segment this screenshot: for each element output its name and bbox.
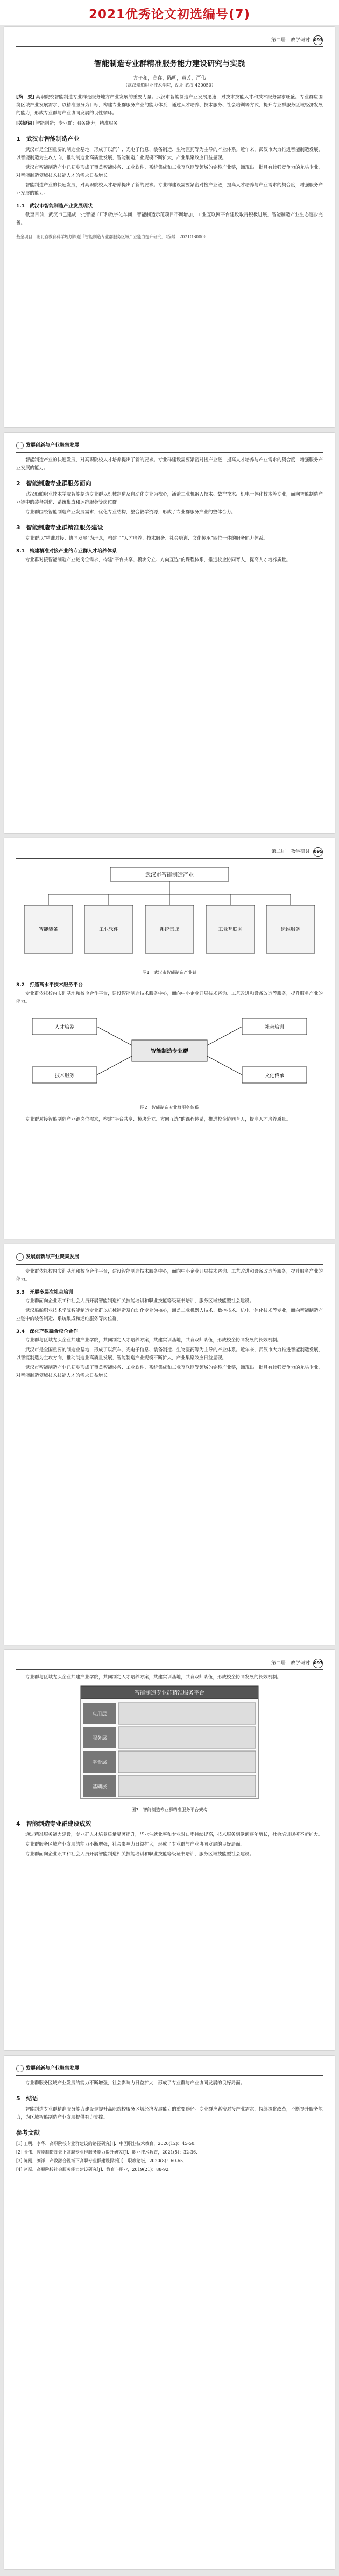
reference-item: [1] 王明，李华．高职院校专业群建设的路径研究[J]．中国职业技术教育，2020(12)：45-50． — [16, 2141, 199, 2146]
reference-item: [2] 张伟．智能制造背景下高职专业群服务能力提升研究[J]．职业技术教育，2021(5)：32-36． — [16, 2150, 201, 2155]
keywords-text: 智能制造；专业群；服务能力；精准服务 — [35, 121, 118, 126]
banner — [0, 0, 339, 25]
page-5 — [4, 1650, 335, 2050]
page-header — [16, 32, 323, 47]
abstract-text: 高职院校智能制造专业群是服务地方产业发展的重要力量。武汉市智能制造产业发展迅速，对技术技能人才和技术服务需求旺盛。专业群应围绕区域产业发展需求，以精准服务为目标，构建专业群服务产业的能力体系，通过人才培养、技术服务、社会培训等方式，提升专业群服务区域经济发展的能力，形成专业群与产业协同发展的良性循环。 — [16, 95, 323, 116]
banner-title: 2021优秀论文初选编号(7) — [88, 8, 251, 21]
section-heading: 5 结语 — [16, 2095, 38, 2102]
page-number: 095 — [313, 847, 323, 857]
paragraph: 武汉市智能制造产业已初步形成了覆盖智能装备、工业软件、系统集成和工业互联网等领域的完整产业链，涌现出一批具有较强竞争力的龙头企业，对智能制造领域技术技能人才的需求日益增长。 — [16, 165, 323, 178]
paragraph: 专业群服务区域产业发展的能力不断增强，社会影响力日益扩大，形成了专业群与产业协同发展的良好局面。 — [25, 1842, 245, 1847]
page-header — [16, 1655, 323, 1670]
header-column: 发展创新与产业聚集发展 — [26, 2066, 80, 2071]
section-heading: 3 智能制造专业群精准服务建设 — [16, 524, 103, 531]
paragraph: 专业群面向企业职工和社会人员开展智能制造相关技能培训和职业技能等级证书培训，服务区域技能型社会建设。 — [25, 1298, 255, 1304]
header-journal: 第二届 教学研讨 — [271, 1661, 310, 1666]
fig2-node: 人才培养 — [54, 1025, 75, 1030]
fig1-node: 系统集成 — [159, 927, 180, 932]
footnote: 基金项目：湖北省教育科学规划课题「智能制造专业群服务区域产业能力提升研究」（编号：2021GB000） — [16, 232, 323, 240]
fig3-title: 智能制造专业群精准服务平台 — [135, 1690, 204, 1696]
subsection-heading: 3.2 打造高水平技术服务平台 — [16, 982, 83, 988]
abstract-label: [摘 要] — [16, 95, 34, 100]
fig3-layer-label: 应用层 — [92, 1712, 107, 1717]
journal-logo-icon — [16, 1253, 24, 1261]
header-column: 发展创新与产业聚集发展 — [26, 443, 80, 448]
references-heading: 参考文献 — [16, 2129, 40, 2136]
paragraph: 武汉市是全国重要的制造业基地，形成了以汽车、光电子信息、装备制造、生物医药等为主导的产业体系。近年来，武汉市大力推进智能制造发展，以智能制造为主攻方向，推动制造业高质量发展，智能制造产业规模不断扩大，产业集聚效应日益显现。 — [16, 1347, 323, 1361]
keywords-label: [关键词] — [16, 121, 34, 126]
paragraph: 通过精准服务能力建设，专业群人才培养质量显著提升，毕业生就业率和专业对口率持续提高，技术服务到款额逐年增长，社会培训规模不断扩大。 — [25, 1832, 323, 1838]
figure-caption: 图2 智能制造专业群服务体系 — [140, 1105, 199, 1110]
fig3-layer-label: 平台层 — [92, 1760, 107, 1766]
paragraph: 专业群面向企业职工和社会人员开展智能制造相关技能培训和职业技能等级证书培训，服务区域技能型社会建设。 — [25, 1852, 255, 1857]
page-3 — [4, 838, 335, 1239]
figure-2-diagram — [16, 1008, 323, 1099]
page-2 — [4, 433, 335, 833]
figure-caption: 图1 武汉市智能制造产业链 — [142, 970, 197, 975]
fig1-node: 运维服务 — [280, 927, 301, 932]
page-header — [16, 2061, 323, 2076]
fig1-branches — [24, 894, 315, 953]
figure-3-diagram — [16, 1683, 323, 1802]
fig1-root-label: 武汉市智能制造产业 — [145, 872, 194, 878]
paragraph: 武汉船舶职业技术学院智能制造专业群以机械制造及自动化专业为核心，涵盖工业机器人技术、数控技术、机电一体化技术等专业，面向智能制造产业链中的装备制造、系统集成和运维服务等岗位群。 — [16, 1308, 323, 1322]
figure-caption: 图3 智能制造专业群精准服务平台架构 — [131, 1807, 208, 1812]
page-header — [16, 1250, 323, 1265]
journal-logo-icon — [16, 442, 24, 449]
page-number: 097 — [313, 1659, 323, 1668]
paragraph: 专业群依托校内实训基地和校企合作平台，建设智能制造技术服务中心，面向中小企业开展技术咨询、工艺改进和设备改造等服务，提升服务产业的能力。 — [16, 1269, 323, 1282]
article-title: 智能制造专业群精准服务能力建设研究与实践 — [94, 60, 245, 68]
page-header — [16, 844, 323, 859]
subsection-heading: 3.4 深化产教融合校企合作 — [16, 1329, 78, 1334]
paragraph: 专业群与区域龙头企业共建产业学院，共同制定人才培养方案，共建实训基地，共育双师队伍，形成校企协同发展的长效机制。 — [25, 1338, 282, 1343]
subsection-heading: 3.1 构建精准对接产业的专业群人才培养体系 — [16, 549, 117, 554]
fig3-layer-label: 服务层 — [92, 1736, 107, 1741]
article-affiliation: （武汉船舶职业技术学院，湖北 武汉 430050） — [123, 83, 216, 88]
paragraph: 专业群与区域龙头企业共建产业学院，共同制定人才培养方案，共建实训基地，共育双师队伍，形成校企协同发展的长效机制。 — [25, 1675, 282, 1680]
paragraph: 智能制造产业的快速发展，对高职院校人才培养提出了新的要求。专业群建设需要紧密对接产业链，提高人才培养与产业需求的契合度，增强服务产业发展的能力。 — [16, 183, 323, 196]
subsection-heading: 1.1 武汉市智能制造产业发展现状 — [16, 204, 93, 209]
paragraph: 智能制造专业群精准服务能力建设是提升高职院校服务区域经济发展能力的重要途径。专业群应紧密对接产业需求，持续深化改革，不断提升服务能力，为区域智能制造产业发展提供有力支撑。 — [16, 2107, 323, 2120]
page-4 — [4, 1244, 335, 1645]
section-heading: 1 武汉市智能制造产业 — [16, 135, 80, 142]
header-journal: 第二届 教学研讨 — [271, 38, 310, 43]
reference-item: [3] 陈刚，刘洋．产教融合视域下高职专业群建设探析[J]．职教论坛，2020(8)：60-65． — [16, 2158, 188, 2163]
keywords — [16, 120, 323, 128]
journal-logo-icon — [16, 2065, 24, 2072]
abstract — [16, 94, 323, 118]
paragraph: 武汉市智能制造产业已初步形成了覆盖智能装备、工业软件、系统集成和工业互联网等领域的完整产业链，涌现出一批具有较强竞争力的龙头企业，对智能制造领域技术技能人才的需求日益增长。 — [16, 1365, 323, 1379]
paragraph: 专业群对接智能制造产业链岗位需求，构建“平台共享、模块分立、方向互选”的课程体系，推进校企协同育人，提高人才培养质量。 — [25, 1117, 291, 1122]
paragraph: 专业群以“精准对接、协同发展”为理念，构建了“人才培养、技术服务、社会培训、文化传承”四位一体的服务能力体系。 — [25, 536, 268, 541]
fig1-node: 智能装备 — [38, 927, 59, 932]
paragraph: 武汉船舶职业技术学院智能制造专业群以机械制造及自动化专业为核心，涵盖工业机器人技术、数控技术、机电一体化技术等专业，面向智能制造产业链中的装备制造、系统集成和运维服务等岗位群。 — [16, 492, 323, 505]
fig2-node: 社会培训 — [264, 1025, 285, 1030]
fig2-center: 智能制造专业群 — [151, 1049, 188, 1054]
page-header — [16, 438, 323, 453]
paragraph: 专业群围绕智能制造产业发展需求，优化专业结构，整合教学资源，形成了专业群服务产业的整体合力。 — [25, 510, 236, 515]
header-column: 发展创新与产业聚集发展 — [26, 1254, 80, 1260]
figure-1-diagram — [16, 862, 323, 964]
section-heading: 2 智能制造专业群服务面向 — [16, 480, 91, 487]
page-number: 093 — [313, 35, 323, 45]
header-journal: 第二届 教学研讨 — [271, 849, 310, 855]
reference-item: [4] 赵磊．高职院校社会服务能力建设研究[J]．教育与职业，2019(21)：88-92． — [16, 2167, 173, 2172]
paragraph: 专业群依托校内实训基地和校企合作平台，建设智能制造技术服务中心，面向中小企业开展技术咨询、工艺改进和设备改造等服务，提升服务产业的能力。 — [16, 991, 323, 1004]
paragraph: 专业群服务区域产业发展的能力不断增强，社会影响力日益扩大，形成了专业群与产业协同发展的良好局面。 — [25, 2080, 245, 2086]
fig3-layer-label: 基础层 — [92, 1784, 107, 1790]
paragraph: 截至目前，武汉市已建成一批智能工厂和数字化车间，智能制造示范项目不断增加，工业互联网平台建设取得积极进展，智能制造产业生态逐步完善。 — [16, 212, 323, 226]
subsection-heading: 3.3 开展多层次社会培训 — [16, 1290, 73, 1295]
fig2-node: 技术服务 — [54, 1073, 75, 1079]
fig1-node: 工业互联网 — [218, 927, 243, 932]
page-6 — [4, 2056, 335, 2569]
fig1-node: 工业软件 — [98, 927, 119, 932]
paragraph: 武汉市是全国重要的制造业基地，形成了以汽车、光电子信息、装备制造、生物医药等为主导的产业体系。近年来，武汉市大力推进智能制造发展，以智能制造为主攻方向，推动制造业高质量发展，智能制造产业规模不断扩大，产业集聚效应日益显现。 — [16, 147, 323, 161]
section-heading: 4 智能制造专业群建设成效 — [16, 1820, 91, 1827]
paragraph: 智能制造产业的快速发展，对高职院校人才培养提出了新的要求。专业群建设需要紧密对接产业链，提高人才培养与产业需求的契合度，增强服务产业发展的能力。 — [16, 457, 323, 471]
paragraph: 专业群对接智能制造产业链岗位需求，构建“平台共享、模块分立、方向互选”的课程体系，推进校企协同育人，提高人才培养质量。 — [25, 557, 291, 563]
page-1 — [4, 27, 335, 427]
fig2-node: 文化传承 — [264, 1073, 285, 1079]
article-authors: 方子和，高鑫，陈明，黄芳，严伟 — [133, 76, 206, 81]
